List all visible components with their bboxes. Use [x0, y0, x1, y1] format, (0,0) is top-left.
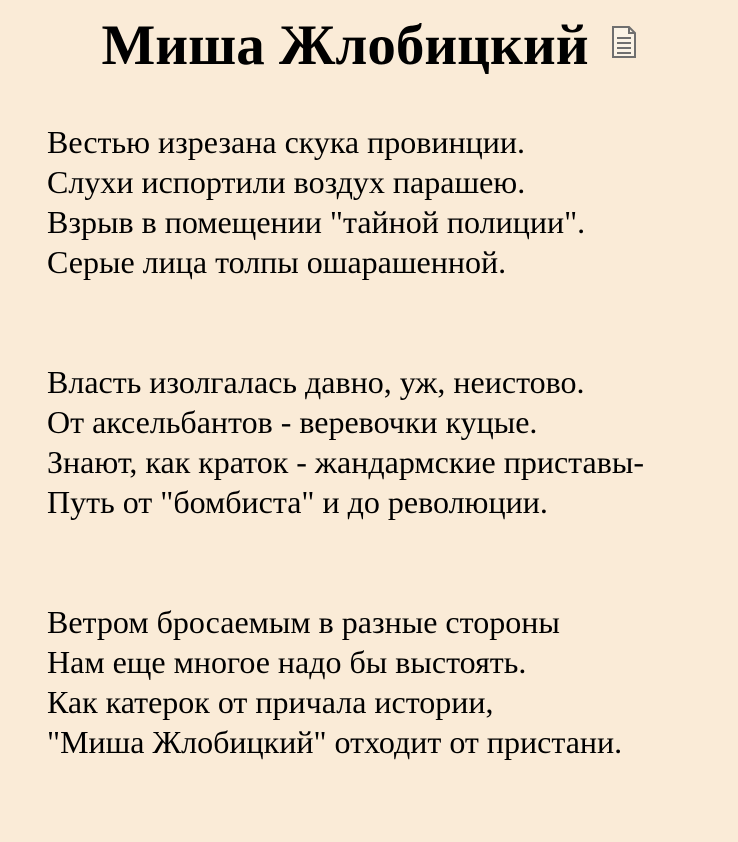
poem-line: Путь от "бомбиста" и до революции.	[47, 484, 548, 520]
stanza-1	[47, 122, 727, 282]
poem-line: Вестью изрезана скука провинции.	[47, 124, 525, 160]
poem-line: Власть изолгалась давно, уж, неистово.	[47, 364, 585, 400]
page-title: Миша Жлобицкий	[101, 14, 589, 77]
poem-line: Ветром бросаемым в разные стороны	[47, 604, 560, 640]
poem-body	[47, 122, 727, 842]
poem-line: Знают, как краток - жандармские приставы-	[47, 444, 644, 480]
poem-line: Взрыв в помещении "тайной полиции".	[47, 204, 586, 240]
poem-line: Как катерок от причала истории,	[47, 684, 494, 720]
stanza-2	[47, 362, 727, 522]
document-icon[interactable]	[611, 25, 637, 59]
poem-line: Нам еще многое надо бы выстоять.	[47, 644, 527, 680]
poem-line: Серые лица толпы ошарашенной.	[47, 244, 507, 280]
poem-line: Слухи испортили воздух парашею.	[47, 164, 526, 200]
poem-line: От аксельбантов - веревочки куцые.	[47, 404, 538, 440]
poem-line: "Миша Жлобицкий" отходит от пристани.	[47, 724, 623, 760]
stanza-3	[47, 602, 727, 762]
title-row	[0, 12, 738, 80]
